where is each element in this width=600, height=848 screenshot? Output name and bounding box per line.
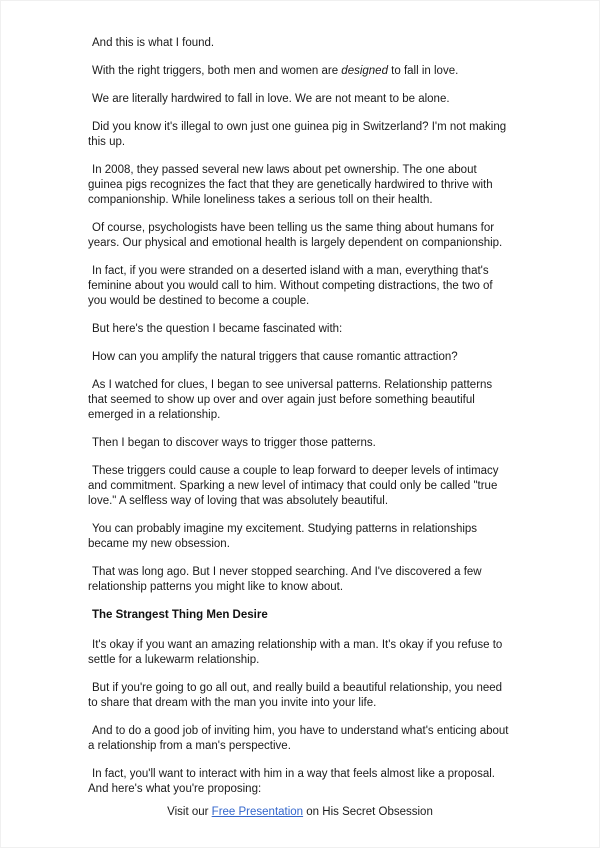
- paragraph: These triggers could cause a couple to leap forward to deeper levels of intimacy and commitment. Sparking a new level of intimacy that could only be called "true love." A selfless way of loving that was absolutely beautiful.: [88, 465, 499, 507]
- paragraph-emphasis: designed: [341, 65, 388, 77]
- section-heading: The Strangest Thing Men Desire: [92, 609, 268, 621]
- paragraph-text: to fall in love.: [387, 65, 459, 77]
- paragraph: [88, 64, 512, 79]
- paragraph: In 2008, they passed several new laws about pet ownership. The one about guinea pigs recognizes the fact that they are genetically hardwired to thrive with companionship. While loneliness takes a serious toll on their health.: [88, 164, 493, 206]
- paragraph: How can you amplify the natural triggers that cause romantic attraction?: [92, 351, 458, 363]
- article-content: [88, 36, 512, 797]
- paragraph: As I watched for clues, I began to see universal patterns. Relationship patterns that seemed to show up over and over again just before something beautiful emerged in a relationship.: [88, 379, 493, 421]
- paragraph: We are literally hardwired to fall in love. We are not meant to be alone.: [92, 93, 450, 105]
- paragraph: Then I began to discover ways to trigger those patterns.: [92, 437, 376, 449]
- paragraph: And this is what I found.: [92, 37, 215, 49]
- paragraph: Did you know it's illegal to own just one guinea pig in Switzerland? I'm not making this up.: [88, 121, 507, 148]
- footer-text: Visit our: [167, 806, 212, 818]
- paragraph: And to do a good job of inviting him, you have to understand what's enticing about a relationship from a man's perspective.: [88, 725, 509, 752]
- paragraph: You can probably imagine my excitement. Studying patterns in relationships became my new obsession.: [88, 523, 478, 550]
- paragraph-text: With the right triggers, both men and women are: [92, 65, 342, 77]
- paragraph: It's okay if you want an amazing relationship with a man. It's okay if you refuse to settle for a lukewarm relationship.: [88, 639, 503, 666]
- footer: [0, 805, 600, 820]
- paragraph: Of course, psychologists have been telling us the same thing about humans for years. Our physical and emotional health is largely dependent on companionship.: [88, 222, 503, 249]
- paragraph: In fact, you'll want to interact with him in a way that feels almost like a proposal. And here's what you're proposing:: [88, 768, 495, 795]
- paragraph: But here's the question I became fascinated with:: [92, 323, 343, 335]
- free-presentation-link[interactable]: Free Presentation: [211, 806, 304, 818]
- paragraph: In fact, if you were stranded on a deserted island with a man, everything that's feminine about you would call to him. Without competing distractions, the two of you would be destined to become a couple.: [88, 265, 493, 307]
- paragraph: That was long ago. But I never stopped searching. And I've discovered a few relationship patterns you might like to know about.: [88, 566, 482, 593]
- paragraph: But if you're going to go all out, and really build a beautiful relationship, you need to share that dream with the man you invite into your life.: [88, 682, 503, 709]
- footer-text: on His Secret Obsession: [303, 806, 433, 818]
